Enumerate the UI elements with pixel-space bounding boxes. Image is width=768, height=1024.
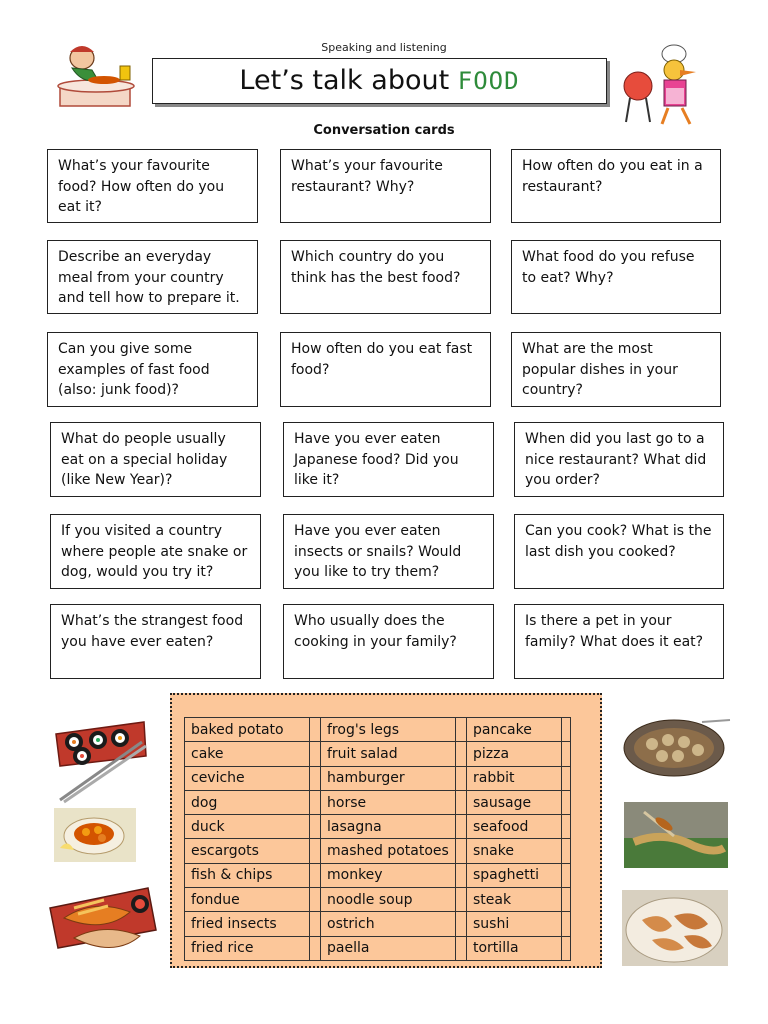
vocabulary-word: fried insects: [185, 912, 310, 936]
title-prefix: Let’s talk about: [239, 65, 450, 96]
conversation-card: What’s your favourite restaurant? Why?: [280, 149, 491, 223]
conversation-card: What’s the strangest food you have ever eaten?: [50, 604, 261, 679]
eating-man-clipart: [52, 40, 144, 110]
vocabulary-word: rabbit: [467, 766, 562, 790]
vocabulary-word: cake: [185, 742, 310, 766]
vocabulary-word: ostrich: [321, 912, 456, 936]
vocabulary-word: fried rice: [185, 936, 310, 960]
vocabulary-box: [170, 693, 602, 968]
vocabulary-word: hamburger: [321, 766, 456, 790]
conversation-card: How often do you eat in a restaurant?: [511, 149, 721, 223]
vocabulary-word: escargots: [185, 839, 310, 863]
vocabulary-blank-cell: [310, 766, 321, 790]
vocabulary-row: [185, 888, 571, 912]
vocabulary-word: snake: [467, 839, 562, 863]
conversation-card: Describe an everyday meal from your country and tell how to prepare it.: [47, 240, 258, 314]
vocabulary-word: noodle soup: [321, 888, 456, 912]
vocabulary-blank-cell: [310, 839, 321, 863]
vocabulary-blank-cell: [456, 863, 467, 887]
conversation-card: How often do you eat fast food?: [280, 332, 491, 407]
vocabulary-blank-cell: [456, 766, 467, 790]
chef-bird-barbecue-clipart: [618, 38, 710, 128]
conversation-card: Have you ever eaten Japanese food? Did you like it?: [283, 422, 494, 497]
conversation-card: Can you give some examples of fast food (also: junk food)?: [47, 332, 258, 407]
escargot-plate-photo: [618, 712, 732, 782]
conversation-card: Have you ever eaten insects or snails? Would you like to try them?: [283, 514, 494, 589]
vocabulary-blank-cell: [310, 888, 321, 912]
vocabulary-word: baked potato: [185, 718, 310, 742]
vocabulary-blank-cell: [456, 790, 467, 814]
vocabulary-word: mashed potatoes: [321, 839, 456, 863]
vocabulary-word: seafood: [467, 815, 562, 839]
fried-fish-clipart: [44, 878, 160, 968]
vocabulary-word: frog's legs: [321, 718, 456, 742]
vocabulary-blank-cell: [456, 815, 467, 839]
conversation-card: What’s your favourite food? How often do you eat it?: [47, 149, 258, 223]
shrimp-bowl-photo: [54, 808, 136, 862]
vocabulary-row: [185, 718, 571, 742]
vocabulary-word: tortilla: [467, 936, 562, 960]
conversation-card: If you visited a country where people ate snake or dog, would you try it?: [50, 514, 261, 589]
page-title: [152, 58, 607, 104]
vocabulary-blank-cell: [456, 912, 467, 936]
vocabulary-word: horse: [321, 790, 456, 814]
title-highlight: FOOD: [457, 67, 520, 95]
conversation-card: What do people usually eat on a special holiday (like New Year)?: [50, 422, 261, 497]
vocabulary-blank-cell: [456, 936, 467, 960]
vocabulary-word: ceviche: [185, 766, 310, 790]
vocabulary-blank-cell: [310, 936, 321, 960]
vocabulary-blank-cell: [562, 766, 571, 790]
vocabulary-word: paella: [321, 936, 456, 960]
vocabulary-blank-cell: [310, 742, 321, 766]
vocabulary-blank-cell: [310, 912, 321, 936]
vocabulary-word: steak: [467, 888, 562, 912]
vocabulary-word: spaghetti: [467, 863, 562, 887]
vocabulary-blank-cell: [456, 742, 467, 766]
vocabulary-word: sausage: [467, 790, 562, 814]
vocabulary-word: monkey: [321, 863, 456, 887]
vocabulary-row: [185, 839, 571, 863]
vocabulary-blank-cell: [456, 888, 467, 912]
vocabulary-blank-cell: [562, 742, 571, 766]
vocabulary-word: lasagna: [321, 815, 456, 839]
conversation-card: Can you cook? What is the last dish you cooked?: [514, 514, 724, 589]
conversation-card: What food do you refuse to eat? Why?: [511, 240, 721, 314]
vocabulary-row: [185, 863, 571, 887]
vocabulary-blank-cell: [562, 718, 571, 742]
conversation-card: What are the most popular dishes in your country?: [511, 332, 721, 407]
vocabulary-word: pizza: [467, 742, 562, 766]
vocabulary-blank-cell: [456, 718, 467, 742]
vocabulary-blank-cell: [562, 936, 571, 960]
vocabulary-blank-cell: [310, 815, 321, 839]
vocabulary-blank-cell: [310, 790, 321, 814]
vocabulary-blank-cell: [562, 790, 571, 814]
fried-insects-skewer-photo: [624, 802, 728, 868]
vocabulary-word: fruit salad: [321, 742, 456, 766]
conversation-card: When did you last go to a nice restaurant? What did you order?: [514, 422, 724, 497]
vocabulary-blank-cell: [310, 718, 321, 742]
vocabulary-row: [185, 936, 571, 960]
vocabulary-word: sushi: [467, 912, 562, 936]
vocabulary-blank-cell: [562, 863, 571, 887]
vocabulary-blank-cell: [562, 912, 571, 936]
vocabulary-blank-cell: [562, 839, 571, 863]
vocabulary-table: [184, 717, 571, 961]
frog-legs-photo: [622, 890, 728, 966]
vocabulary-row: [185, 912, 571, 936]
conversation-card: Is there a pet in your family? What does it eat?: [514, 604, 724, 679]
vocabulary-row: [185, 742, 571, 766]
conversation-card: Which country do you think has the best food?: [280, 240, 491, 314]
vocabulary-row: [185, 815, 571, 839]
vocabulary-row: [185, 790, 571, 814]
vocabulary-blank-cell: [310, 863, 321, 887]
subtitle: Speaking and listening: [321, 41, 447, 54]
section-heading: Conversation cards: [313, 123, 455, 138]
sushi-tray-clipart: [52, 712, 150, 804]
vocabulary-word: pancake: [467, 718, 562, 742]
vocabulary-word: fish & chips: [185, 863, 310, 887]
vocabulary-word: fondue: [185, 888, 310, 912]
vocabulary-row: [185, 766, 571, 790]
vocabulary-word: dog: [185, 790, 310, 814]
conversation-card: Who usually does the cooking in your family?: [283, 604, 494, 679]
vocabulary-blank-cell: [562, 888, 571, 912]
vocabulary-blank-cell: [562, 815, 571, 839]
vocabulary-blank-cell: [456, 839, 467, 863]
vocabulary-word: duck: [185, 815, 310, 839]
